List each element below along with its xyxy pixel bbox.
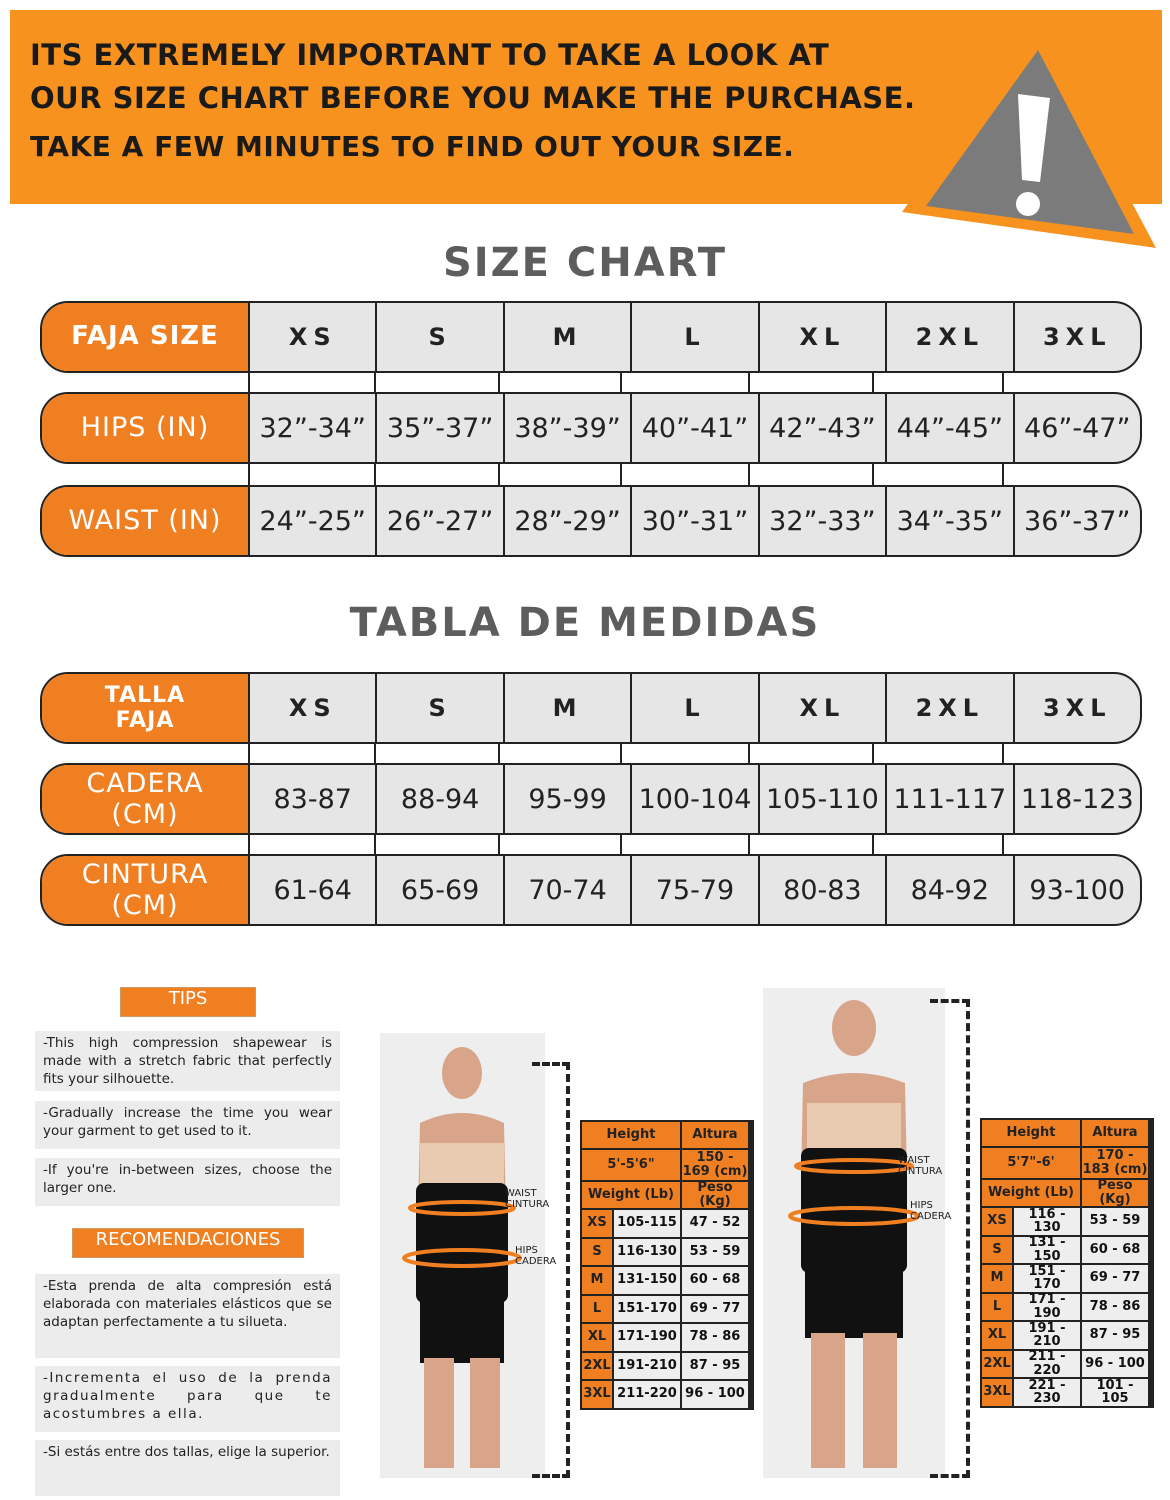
size-cell: XS xyxy=(250,674,377,742)
size-cell: M xyxy=(505,674,632,742)
measurement-cell: 105-110 xyxy=(760,765,887,833)
size-cell: XL xyxy=(760,674,887,742)
row-label: CADERA (CM) xyxy=(42,765,250,833)
weight-kg: 53 - 59 xyxy=(1082,1208,1148,1235)
banner-line: TAKE A FEW MINUTES TO FIND OUT YOUR SIZE. xyxy=(30,130,795,163)
size-label: M xyxy=(982,1265,1012,1292)
size-cell: 3XL xyxy=(1042,323,1112,351)
measurement-cell: 100-104 xyxy=(632,765,759,833)
altura-header: Altura xyxy=(1082,1120,1148,1146)
measurement-cell: 95-99 xyxy=(505,765,632,833)
height-range: 5'7"-6' xyxy=(982,1148,1080,1178)
size-label: 2XL xyxy=(582,1353,612,1380)
size-label: 3XL xyxy=(982,1379,1012,1406)
size-cell: M xyxy=(505,303,632,371)
measurement-cell: 35”-37” xyxy=(377,394,504,462)
weight-kg: 53 - 59 xyxy=(682,1239,748,1266)
size-label: L xyxy=(582,1296,612,1323)
size-label: M xyxy=(582,1267,612,1294)
peso-header: Peso (Kg) xyxy=(1082,1180,1148,1206)
row-label: FAJA SIZE xyxy=(42,303,250,371)
measurement-cell: 93-100 xyxy=(1029,874,1126,906)
weight-kg: 47 - 52 xyxy=(682,1210,748,1237)
measurement-cell: 36”-37” xyxy=(1024,505,1131,537)
weight-lb: 151 - 170 xyxy=(1014,1265,1080,1292)
measurement-cell: 75-79 xyxy=(632,856,759,924)
warning-triangle-icon xyxy=(898,22,1160,254)
size-cell: XS xyxy=(250,303,377,371)
size-label: XL xyxy=(982,1322,1012,1349)
measurement-cell: 88-94 xyxy=(377,765,504,833)
row-label: WAIST (IN) xyxy=(42,487,250,555)
weight-lb: 116 - 130 xyxy=(1014,1208,1080,1235)
size-header-row xyxy=(40,672,1142,744)
height-bracket xyxy=(532,1062,570,1478)
weight-kg: 96 - 100 xyxy=(1082,1351,1148,1378)
measurement-cell: 61-64 xyxy=(250,856,377,924)
recomendacion-item: -Incrementa el uso de la prenda gradualmente para que te acostumbres a ella. xyxy=(35,1366,340,1432)
weight-kg: 60 - 68 xyxy=(682,1267,748,1294)
hips-label: HIPS CADERA xyxy=(910,1200,952,1222)
measurement-cell: 111-117 xyxy=(887,765,1014,833)
size-label: XS xyxy=(582,1210,612,1237)
height-range: 5'-5'6" xyxy=(582,1150,680,1180)
weight-lb: 211-220 xyxy=(614,1381,680,1408)
weight-kg: 69 - 77 xyxy=(1082,1265,1148,1292)
weight-kg: 87 - 95 xyxy=(1082,1322,1148,1349)
weight-header: Weight (Lb) xyxy=(582,1182,680,1208)
measurement-cell: 24”-25” xyxy=(250,487,377,555)
size-label: S xyxy=(582,1239,612,1266)
row-label: CINTURA (CM) xyxy=(42,856,250,924)
measurement-cell: 40”-41” xyxy=(632,394,759,462)
size-cell: S xyxy=(377,674,504,742)
weight-lb: 221 - 230 xyxy=(1014,1379,1080,1406)
weight-lb: 131 - 150 xyxy=(1014,1237,1080,1264)
measurement-cell: 32”-34” xyxy=(250,394,377,462)
measurement-row xyxy=(40,763,1142,835)
weight-lb: 171-190 xyxy=(614,1324,680,1351)
weight-lb: 116-130 xyxy=(614,1239,680,1266)
measurement-cell: 65-69 xyxy=(377,856,504,924)
weight-lb: 211 - 220 xyxy=(1014,1351,1080,1378)
weight-lb: 105-115 xyxy=(614,1210,680,1237)
measurement-cell: 42”-43” xyxy=(760,394,887,462)
measurement-cell: 83-87 xyxy=(250,765,377,833)
peso-header: Peso (Kg) xyxy=(682,1182,748,1208)
weight-table xyxy=(980,1118,1154,1408)
tips-header: TIPS xyxy=(120,987,256,1017)
weight-kg: 96 - 100 xyxy=(682,1381,748,1408)
measurement-cell: 28”-29” xyxy=(505,487,632,555)
tabla-title: TABLA DE MEDIDAS xyxy=(349,600,821,646)
measurement-cell: 84-92 xyxy=(887,856,1014,924)
measurement-row xyxy=(40,854,1142,926)
weight-kg: 78 - 86 xyxy=(682,1324,748,1351)
measurement-cell: 26”-27” xyxy=(377,487,504,555)
banner-line: ITS EXTREMELY IMPORTANT TO TAKE A LOOK AT xyxy=(30,38,830,72)
weight-table xyxy=(580,1120,754,1410)
height-header: Height xyxy=(582,1122,680,1148)
size-cell: L xyxy=(632,303,759,371)
weight-kg: 78 - 86 xyxy=(1082,1294,1148,1321)
tip-item: -This high compression shapewear is made with a stretch fabric that perfectly fits your silhouette. xyxy=(35,1031,340,1091)
measurement-row xyxy=(40,392,1142,464)
altura-range: 150 - 169 (cm) xyxy=(682,1150,748,1179)
measurement-cell: 34”-35” xyxy=(887,487,1014,555)
waist-label: WAIST CINTURA xyxy=(898,1155,943,1177)
waist-label: WAIST CINTURA xyxy=(505,1188,550,1210)
size-label: 2XL xyxy=(982,1351,1012,1378)
banner-line: OUR SIZE CHART BEFORE YOU MAKE THE PURCHASE. xyxy=(30,81,916,115)
weight-kg: 87 - 95 xyxy=(682,1353,748,1380)
weight-kg: 69 - 77 xyxy=(682,1296,748,1323)
weight-kg: 101 - 105 xyxy=(1082,1379,1148,1406)
size-cell: 2XL xyxy=(887,674,1014,742)
size-cell: L xyxy=(632,674,759,742)
size-label: S xyxy=(982,1237,1012,1264)
tip-item: -Gradually increase the time you wear your garment to get used to it. xyxy=(35,1101,340,1149)
weight-lb: 191-210 xyxy=(614,1353,680,1380)
tip-item: -If you're in-between sizes, choose the larger one. xyxy=(35,1158,340,1206)
size-chart-title: SIZE CHART xyxy=(442,240,728,286)
size-label: XL xyxy=(582,1324,612,1351)
size-label: XS xyxy=(982,1208,1012,1235)
hips-label: HIPS CADERA xyxy=(515,1245,557,1267)
size-header-row xyxy=(40,301,1142,373)
altura-header: Altura xyxy=(682,1122,748,1148)
altura-range: 170 - 183 (cm) xyxy=(1082,1148,1148,1177)
size-cell: XL xyxy=(760,303,887,371)
model-photo xyxy=(763,988,945,1478)
measurement-cell: 38”-39” xyxy=(505,394,632,462)
weight-lb: 191 - 210 xyxy=(1014,1322,1080,1349)
measurement-cell: 32”-33” xyxy=(760,487,887,555)
weight-kg: 60 - 68 xyxy=(1082,1237,1148,1264)
height-header: Height xyxy=(982,1120,1080,1146)
size-label: 3XL xyxy=(582,1381,612,1408)
weight-lb: 131-150 xyxy=(614,1267,680,1294)
measurement-cell: 80-83 xyxy=(760,856,887,924)
height-bracket xyxy=(930,999,970,1478)
recomendacion-item: -Esta prenda de alta compresión está elaborada con materiales elásticos que se adaptan perfectamente a tu silueta. xyxy=(35,1274,340,1358)
recomendacion-item: -Si estás entre dos tallas, elige la superior. xyxy=(35,1440,340,1496)
size-cell: 2XL xyxy=(887,303,1014,371)
weight-lb: 171 - 190 xyxy=(1014,1294,1080,1321)
row-label: TALLA FAJA xyxy=(42,674,250,742)
weight-header: Weight (Lb) xyxy=(982,1180,1080,1206)
measurement-cell: 30”-31” xyxy=(632,487,759,555)
measurement-cell: 46”-47” xyxy=(1024,412,1131,444)
size-cell: S xyxy=(377,303,504,371)
row-label: HIPS (IN) xyxy=(42,394,250,462)
measurement-cell: 44”-45” xyxy=(887,394,1014,462)
measurement-cell: 118-123 xyxy=(1020,783,1134,815)
size-label: L xyxy=(982,1294,1012,1321)
recomendaciones-header: RECOMENDACIONES xyxy=(72,1228,304,1258)
measurement-row xyxy=(40,485,1142,557)
size-cell: 3XL xyxy=(1042,694,1112,722)
weight-lb: 151-170 xyxy=(614,1296,680,1323)
measurement-cell: 70-74 xyxy=(505,856,632,924)
